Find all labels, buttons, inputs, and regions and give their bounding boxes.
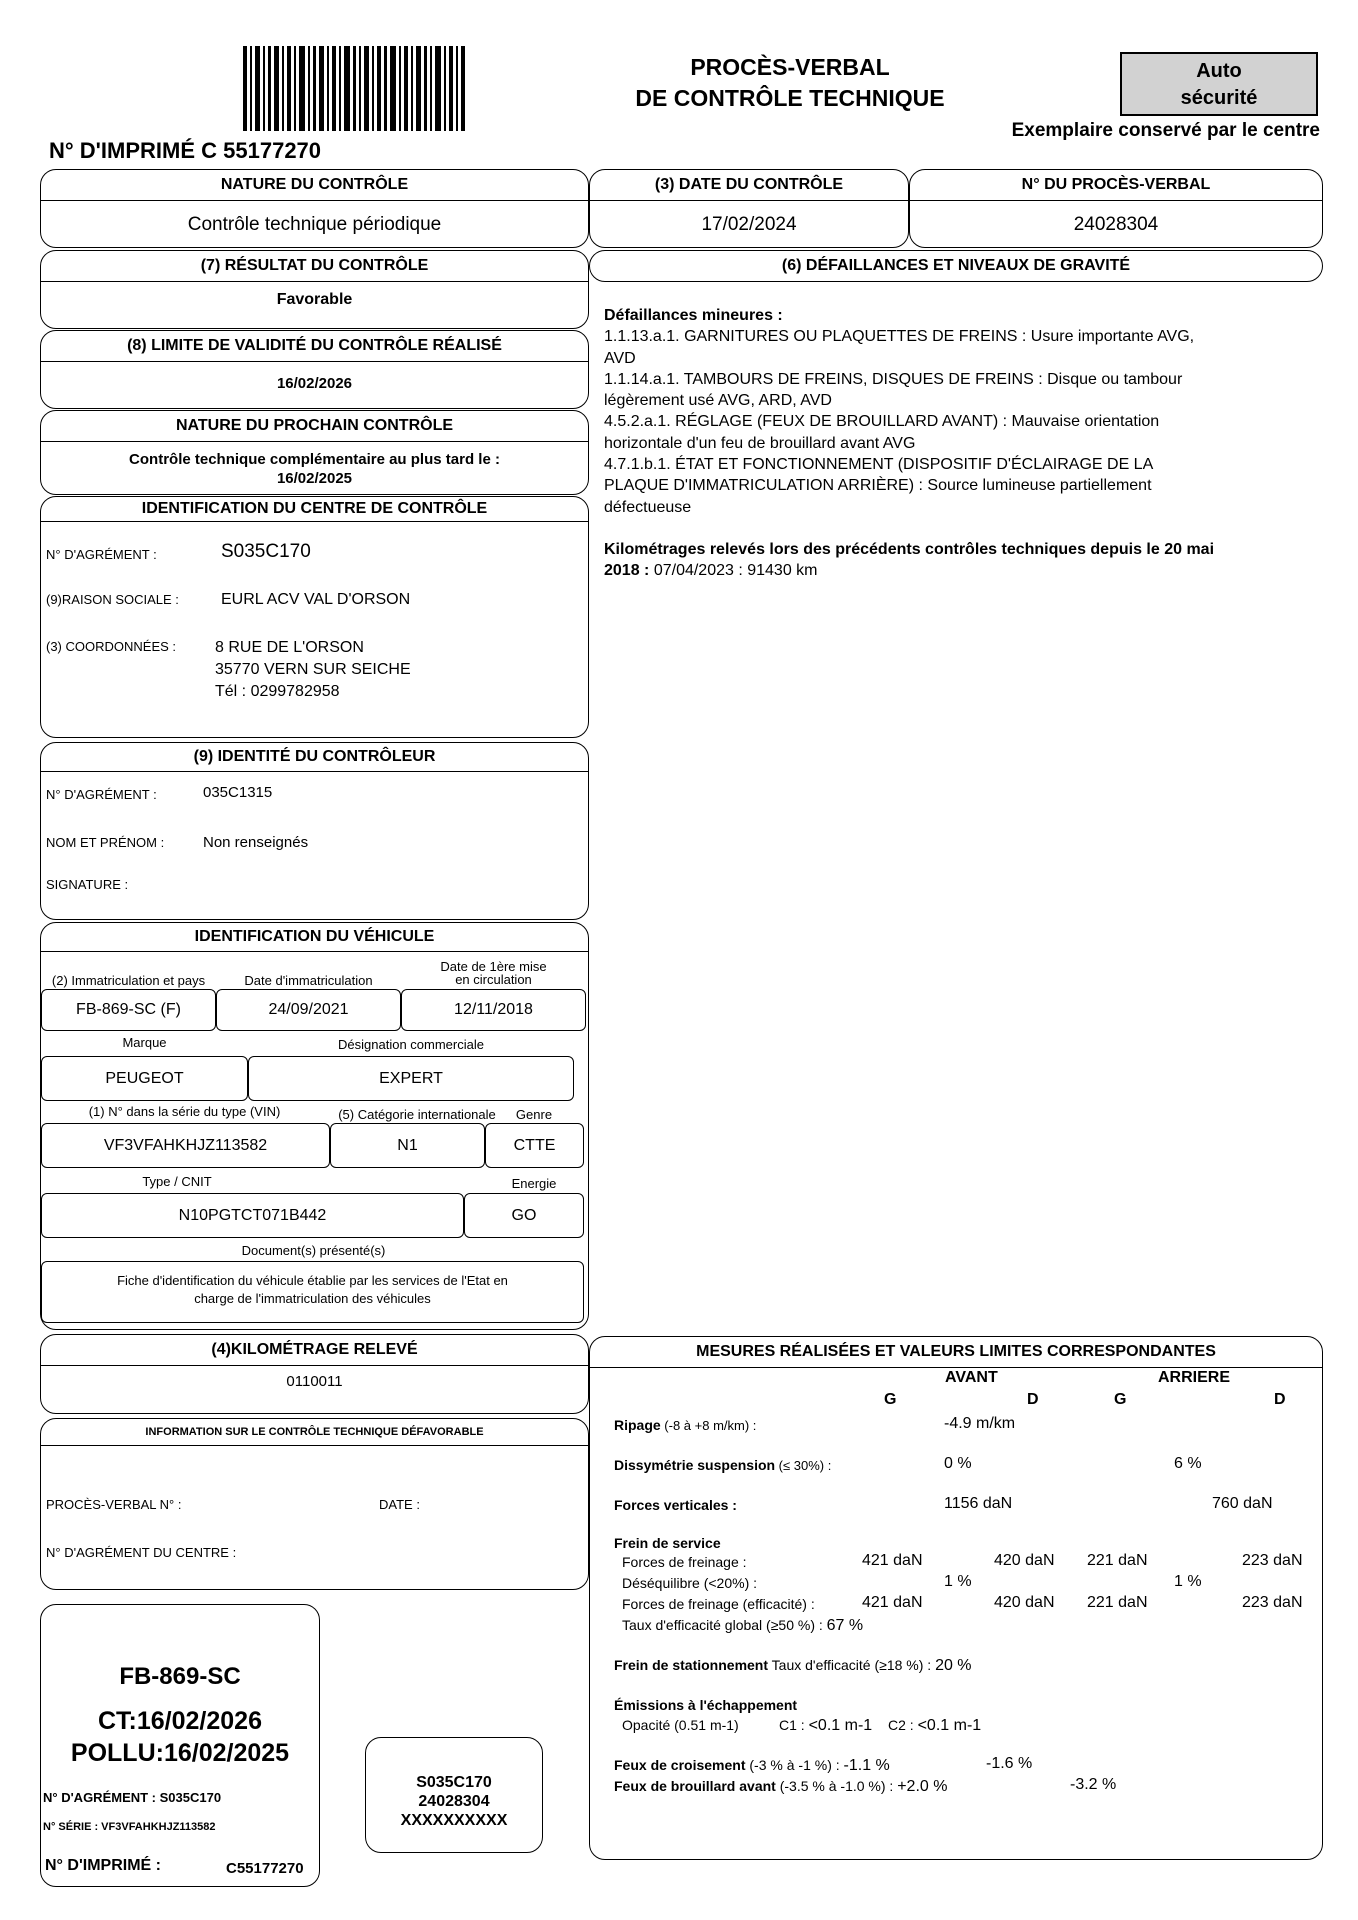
defavorable-date-label: DATE : (379, 1497, 420, 1512)
ripage-label: Ripage (614, 1417, 661, 1433)
deseq-arriere: 1 % (1174, 1573, 1202, 1590)
centre-agrement-label: N° D'AGRÉMENT : (46, 547, 157, 562)
taux-label: Taux d'efficacité global (≥50 %) : (622, 1617, 823, 1633)
taux-value: 67 % (826, 1617, 864, 1634)
designation-label: Désignation commerciale (338, 1037, 484, 1052)
resultat-box (40, 250, 589, 329)
ripage-value: -4.9 m/km (944, 1415, 1016, 1432)
defaillances-header-box (589, 250, 1323, 282)
defavorable-label: INFORMATION SUR LE CONTRÔLE TECHNIQUE DÉFAVORABLE (41, 1419, 588, 1446)
immat-label: (2) Immatriculation et pays (51, 973, 206, 988)
defavorable-agrement-label: N° D'AGRÉMENT DU CENTRE : (46, 1545, 237, 1560)
controleur-nom-label: NOM ET PRÉNOM : (46, 835, 165, 850)
pv-number-label: N° DU PROCÈS-VERBAL (910, 170, 1322, 201)
resultat-label: (7) RÉSULTAT DU CONTRÔLE (41, 251, 588, 282)
nature-box (40, 169, 589, 248)
brouillard-limit: (-3.5 % à -1.0 %) : (775, 1778, 894, 1794)
energie-label: Energie (511, 1176, 557, 1191)
croisement-limit: (-3 % à -1 %) : (745, 1757, 840, 1773)
vignette-plate: FB-869-SC (119, 1663, 241, 1690)
stamp-box (365, 1737, 543, 1853)
docs-line2: charge de l'immatriculation des véhicules (194, 1291, 431, 1306)
ffe-value: 421 daN (862, 1594, 923, 1611)
brouillard-droite: -3.2 % (1070, 1776, 1117, 1793)
km-history-title: Kilométrages relevés lors des précédents contrôles techniques depuis le 20 mai (604, 540, 1215, 558)
date-mise-label2: en circulation (455, 972, 532, 987)
defaillance-line: 4.7.1.b.1. ÉTAT ET FONCTIONNEMENT (DISPOSITIF D'ÉCLAIRAGE DE LA (604, 456, 1154, 474)
dissym-avant: 0 % (944, 1455, 972, 1472)
c2-row (888, 1717, 981, 1735)
vignette-serie: N° SÉRIE : VF3VFAHKHJZ113582 (43, 1821, 216, 1833)
prochain-line2: 16/02/2025 (276, 470, 353, 487)
croisement-gauche: -1.1 % (843, 1757, 890, 1774)
marque-label: Marque (122, 1035, 167, 1050)
avant-label: AVANT (945, 1369, 998, 1386)
dissym-label: Dissymétrie suspension (614, 1457, 776, 1473)
kilometrage-value: 0110011 (286, 1373, 343, 1390)
controleur-agrement-label: N° D'AGRÉMENT : (46, 787, 157, 802)
ff-value: 421 daN (862, 1552, 923, 1569)
title-line2: DE CONTRÔLE TECHNIQUE (635, 85, 945, 111)
genre-label: Genre (515, 1107, 553, 1122)
validite-label: (8) LIMITE DE VALIDITÉ DU CONTRÔLE RÉALISÉ (41, 331, 588, 362)
nature-value: Contrôle technique périodique (187, 214, 442, 235)
defaillance-line: AVD (604, 349, 636, 367)
vehicule-box (40, 922, 589, 1330)
arriere-label: ARRIERE (1158, 1369, 1231, 1386)
barcode-graphic (243, 46, 465, 131)
controleur-agrement-value: 035C1315 (203, 784, 273, 801)
centre-label: IDENTIFICATION DU CENTRE DE CONTRÔLE (41, 497, 588, 522)
vin-value: VF3VFAHKHJZ113582 (41, 1123, 330, 1168)
stamp-line1: S035C170 (416, 1774, 492, 1791)
vignette-agrement: N° D'AGRÉMENT : S035C170 (43, 1790, 222, 1805)
date-controle-value: 17/02/2024 (701, 214, 797, 235)
defavorable-box (40, 1418, 589, 1590)
deseq-avant: 1 % (944, 1573, 972, 1590)
brand-line2: sécurité (1180, 87, 1258, 109)
vignette-pollu: POLLU:16/02/2025 (70, 1739, 290, 1767)
categorie-value: N1 (330, 1123, 485, 1168)
forces-v-arriere: 760 daN (1212, 1495, 1273, 1512)
defaillance-line: horizontale d'un feu de brouillard avant AVG (604, 434, 916, 452)
ffe-value: 223 daN (1242, 1594, 1303, 1611)
ff-value: 420 daN (994, 1552, 1055, 1569)
docs-label: Document(s) présenté(s) (241, 1243, 386, 1258)
ripage-row (614, 1417, 756, 1433)
stat-value: 20 % (935, 1657, 972, 1674)
brouillard-row (614, 1778, 947, 1796)
km-history-line (604, 560, 1244, 581)
defaillance-line: 1.1.13.a.1. GARNITURES OU PLAQUETTES DE FREINS : Usure importante AVG, (604, 328, 1195, 346)
prochain-line1: Contrôle technique complémentaire au plus tard le : (129, 451, 500, 468)
ff-value: 223 daN (1242, 1552, 1303, 1569)
prochain-box (40, 410, 589, 495)
date-mise-value: 12/11/2018 (401, 989, 586, 1031)
col-d-arriere: D (1274, 1391, 1286, 1408)
opacite-label: Opacité (0.51 m-1) (622, 1717, 739, 1733)
km-history-year: 2018 : (604, 562, 650, 580)
dissym-row (614, 1457, 831, 1473)
dissym-limit: (≤ 30%) : (775, 1458, 832, 1473)
centre-coord-label: (3) COORDONNÉES : (46, 639, 177, 654)
barcode (243, 46, 465, 131)
resultat-value: Favorable (276, 291, 353, 308)
vignette-card (40, 1604, 320, 1887)
frein-service-label: Frein de service (614, 1535, 721, 1551)
defaillance-line: 1.1.14.a.1. TAMBOURS DE FREINS, DISQUES DE FREINS : Disque ou tambour (604, 370, 1183, 388)
marque-value: PEUGEOT (41, 1056, 248, 1101)
brand-logo (1120, 52, 1318, 116)
date-immat-label: Date d'immatriculation (244, 973, 373, 988)
c1-label: C1 : (779, 1717, 805, 1733)
brouillard-label: Feux de brouillard avant (614, 1778, 776, 1794)
validite-box (40, 330, 589, 409)
col-g-arriere: G (1114, 1391, 1127, 1408)
date-mise-label1: Date de 1ère mise (440, 959, 547, 974)
deseq-label: Déséquilibre (<20%) : (622, 1575, 758, 1591)
emissions-label: Émissions à l'échappement (614, 1697, 798, 1713)
kilometrage-label: (4)KILOMÉTRAGE RELEVÉ (41, 1335, 588, 1366)
brand-line1: Auto (1196, 60, 1242, 82)
taux-row (622, 1617, 863, 1635)
defaillance-line: PLAQUE D'IMMATRICULATION ARRIÈRE) : Source lumineuse partiellement (604, 477, 1152, 495)
defaillances-label: (6) DÉFAILLANCES ET NIVEAUX DE GRAVITÉ (781, 257, 1131, 274)
controleur-label: (9) IDENTITÉ DU CONTRÔLEUR (41, 743, 588, 772)
vignette-ct: CT:16/02/2026 (97, 1707, 262, 1735)
col-g-avant: G (884, 1391, 897, 1408)
copy-note: Exemplaire conservé par le centre (1011, 120, 1320, 141)
immat-value: FB-869-SC (F) (41, 989, 216, 1031)
c1-row (779, 1717, 872, 1735)
ffe-value: 221 daN (1087, 1594, 1148, 1611)
ffe-value: 420 daN (994, 1594, 1055, 1611)
stationnement-row (614, 1657, 972, 1675)
energie-value: GO (464, 1193, 584, 1238)
defaillance-line: 4.5.2.a.1. RÉGLAGE (FEUX DE BROUILLARD AVANT) : Mauvaise orientation (604, 413, 1160, 431)
croisement-label: Feux de croisement (614, 1757, 746, 1773)
controleur-signature-label: SIGNATURE : (46, 877, 129, 892)
nature-label: NATURE DU CONTRÔLE (41, 170, 588, 201)
title-line1: PROCÈS-VERBAL (690, 54, 890, 80)
controleur-nom-value: Non renseignés (203, 834, 309, 851)
date-immat-value: 24/09/2021 (216, 989, 401, 1031)
categorie-label: (5) Catégorie internationale (338, 1107, 496, 1122)
forces-v-label: Forces verticales : (614, 1497, 737, 1513)
vignette-imprime-value: C55177270 (226, 1860, 304, 1877)
defaillances-content (604, 305, 1244, 582)
stamp-line3: XXXXXXXXXX (400, 1812, 508, 1829)
vin-label: (1) N° dans la série du type (VIN) (88, 1104, 281, 1119)
controleur-box (40, 742, 589, 920)
designation-value: EXPERT (248, 1056, 574, 1101)
forces-v-avant: 1156 daN (944, 1495, 1013, 1512)
centre-agrement-value: S035C170 (221, 541, 311, 562)
ff-value: 221 daN (1087, 1552, 1148, 1569)
c2-label: C2 : (888, 1717, 914, 1733)
stamp-line2: 24028304 (418, 1793, 490, 1810)
vehicule-label: IDENTIFICATION DU VÉHICULE (41, 923, 588, 952)
pv-number-box (909, 169, 1323, 248)
col-d-avant: D (1027, 1391, 1039, 1408)
defaillance-line: défectueuse (604, 498, 692, 516)
centre-coord-line1: 8 RUE DE L'ORSON (215, 639, 364, 656)
centre-box (40, 496, 589, 738)
date-controle-label: (3) DATE DU CONTRÔLE (590, 170, 908, 201)
dissym-arriere: 6 % (1174, 1455, 1202, 1472)
stat-rest: Taux d'efficacité (≥18 %) : (768, 1657, 932, 1673)
centre-coord-line2: 35770 VERN SUR SEICHE (215, 661, 411, 678)
mesures-label: MESURES RÉALISÉES ET VALEURS LIMITES CORRESPONDANTES (590, 1337, 1322, 1368)
ff-label: Forces de freinage : (622, 1554, 747, 1570)
ripage-limit: (-8 à +8 m/km) : (660, 1418, 757, 1433)
docs-line1: Fiche d'identification du véhicule établie par les services de l'Etat en (117, 1273, 508, 1288)
date-controle-box (589, 169, 909, 248)
centre-raison-value: EURL ACV VAL D'ORSON (221, 591, 411, 608)
stat-label: Frein de stationnement (614, 1657, 769, 1673)
centre-raison-label: (9)RAISON SOCIALE : (46, 592, 179, 607)
imprime-number: N° D'IMPRIMÉ C 55177270 (49, 138, 322, 163)
croisement-row (614, 1757, 890, 1775)
kilometrage-box (40, 1334, 589, 1414)
defavorable-pv-label: PROCÈS-VERBAL N° : (46, 1497, 182, 1512)
c2-value: <0.1 m-1 (917, 1717, 982, 1734)
brouillard-gauche: +2.0 % (897, 1778, 948, 1795)
km-history-entry: 07/04/2023 : 91430 km (649, 562, 818, 580)
prochain-label: NATURE DU PROCHAIN CONTRÔLE (41, 411, 588, 442)
pv-number-value: 24028304 (1073, 214, 1159, 235)
vignette-imprime-label: N° D'IMPRIMÉ : (45, 1857, 161, 1874)
croisement-droite: -1.6 % (986, 1755, 1033, 1772)
type-value: N10PGTCT071B442 (41, 1193, 464, 1238)
defaillance-line: légèrement usé AVG, ARD, AVD (604, 392, 832, 410)
validite-value: 16/02/2026 (276, 375, 353, 392)
genre-value: CTTE (485, 1123, 584, 1168)
type-label: Type / CNIT (142, 1174, 212, 1189)
mineures-title: Défaillances mineures : (604, 307, 783, 324)
centre-coord-line3: Tél : 0299782958 (215, 683, 340, 700)
c1-value: <0.1 m-1 (808, 1717, 873, 1734)
ffe-label: Forces de freinage (efficacité) : (622, 1596, 815, 1612)
docs-value (41, 1261, 584, 1323)
mesures-box (589, 1336, 1323, 1860)
